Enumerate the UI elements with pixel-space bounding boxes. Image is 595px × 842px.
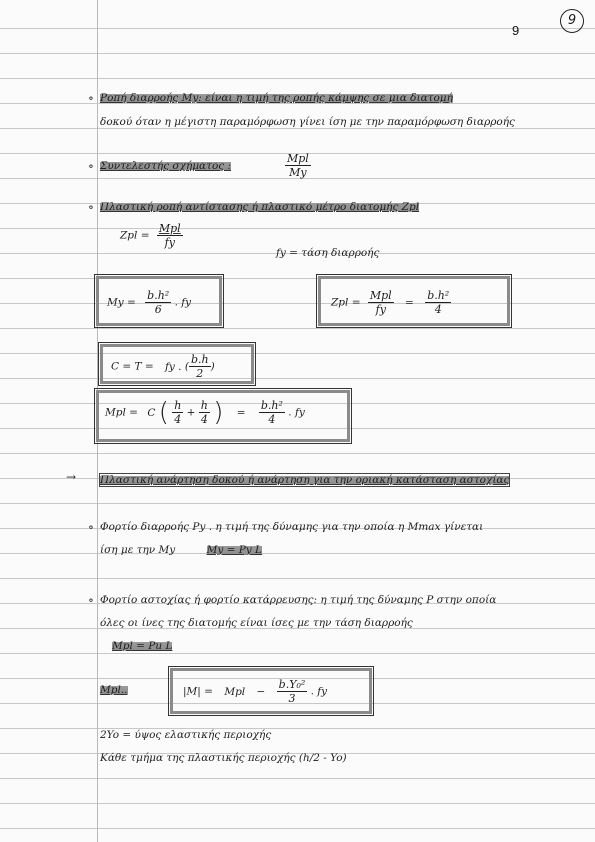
mpl-h2-den: 4 [200,413,208,426]
zpl-formula-rhs-denominator: 4 [434,303,442,316]
my-lhs: My = [107,296,136,309]
plastic-analysis-text: Πλαστική ανάρτηση δοκού ή ανάρτηση για την οριακή κατάσταση αστοχίας [100,474,510,486]
mpl-h1-den: 4 [174,413,182,426]
scribbled-label-text: Mpl.. [100,684,128,696]
plastic-modulus-formula [331,289,451,316]
shape-factor-label [100,160,231,172]
scribbled-label [100,684,128,696]
mpl-tail: . fy [288,406,305,419]
yield-load-text: ίση με την My [100,544,176,556]
yield-moment-formula-box [96,276,222,326]
zpl-formula-numerator: Mpl [369,289,392,302]
yield-moment-text: Ροπή διαρροής My: είναι η τιμή της ροπής κάμψης σε μια διατομή [100,92,453,104]
page-number: 9 [512,23,520,38]
yield-moment-definition-cont: δοκού όταν η μέγιστη παραμόρφωση γίνει ίση με την παραμόρφωση διαρροής [100,116,515,128]
yield-load-definition: Φορτίο διαρροής Py . η τιμή της δύναμης για την οποία η Mmax γίνεται [100,521,484,533]
yield-moment-definition [100,92,453,104]
collapse-load-definition: Φορτίο αστοχίας ή φορτίο κατάρρευσης: η τιμή της δύναμης P στην οποία [100,594,497,606]
m-numerator: b.Y₀² [278,678,306,691]
mpl-plus: + [186,406,196,419]
shape-factor-denominator: My [289,166,307,179]
shape-factor-text: Συντελεστής σχήματος : [100,160,232,172]
zpl-formula-denominator: fy [375,303,386,316]
collapse-load-equation [112,640,172,652]
zpl-formula-lhs: Zpl = [331,296,361,309]
ct-numerator: b.h [190,353,209,366]
circled-page-number: 9 [560,9,584,33]
plastic-moment-formula-box [96,390,350,442]
elastic-zone-note: 2Yo = ύψος ελαστικής περιοχής [100,729,272,741]
plastic-zone-note: Κάθε τμήμα της πλαστικής περιοχής (h/2 - Yo) [100,752,347,764]
bullet: ∘ [88,593,94,607]
m-minus: − [256,685,266,698]
bullet: ∘ [88,520,94,534]
collapse-load-definition-cont: όλες οι ίνες της διατομής είναι ίσες με την τάση διαρροής [100,617,413,629]
plastic-modulus-heading [100,201,419,213]
zpl-formula-equals: = [405,296,414,309]
ct-denominator: 2 [196,367,204,380]
m-tail: . fy [310,685,328,698]
moment-formula-box [170,668,372,714]
my-denominator: 6 [154,303,162,316]
bullet: ∘ [88,91,94,105]
force-formula: C = T = fy . ( $\frac{b.h}{2}$ ) [111,353,215,380]
mpl-rhs-den: 4 [268,413,276,426]
bullet: ∘ [88,200,94,214]
moment-formula [183,678,327,705]
yield-stress-note: fy = τάση διαρροής [276,247,380,259]
collapse-load-equation-text: Mpl = Pu L [112,640,173,652]
yield-load-definition-cont [100,544,262,556]
m-mpl: Mpl [224,685,246,698]
mpl-lhs: Mpl = [105,406,138,419]
mpl-h1-num: h [174,399,182,412]
zpl-numerator: Mpl [158,222,181,235]
plastic-analysis-heading [100,474,509,486]
zpl-denominator: fy [164,236,175,249]
yield-moment-formula [107,289,191,316]
ct-fy: fy . [165,360,182,373]
mpl-h2-num: h [200,399,208,412]
my-numerator: b.h² [147,289,170,302]
m-denominator: 3 [288,692,296,705]
zpl-definition [120,222,183,249]
arrow-icon: → [66,470,77,484]
shape-factor-formula [285,152,311,179]
my-tail: . fy [174,296,192,309]
mpl-c: C [147,406,156,419]
plastic-modulus-formula-box [318,276,510,326]
plastic-moment-formula: Mpl = C ( $\frac{h}{4}$ + $\frac{h}{4}$ ) = $\frac{\text{b.h²}}{4}$ . fy [105,397,305,428]
shape-factor-numerator: Mpl [287,152,309,165]
m-lhs: |M| = [183,685,213,698]
mpl-equals: = [236,406,246,419]
force-formula-box [100,344,254,384]
zpl-label: Zpl = [120,229,150,242]
mpl-rhs-num: b.h² [260,399,283,412]
ct-lhs: C = T = [111,360,154,373]
plastic-modulus-text: Πλαστική ροπή αντίστασης ή πλαστικό μέτρο διατομής Zpl [100,201,420,213]
yield-load-equation: My = Py L [206,544,263,556]
bullet: ∘ [88,159,94,173]
zpl-formula-rhs-numerator: b.h² [427,289,450,302]
